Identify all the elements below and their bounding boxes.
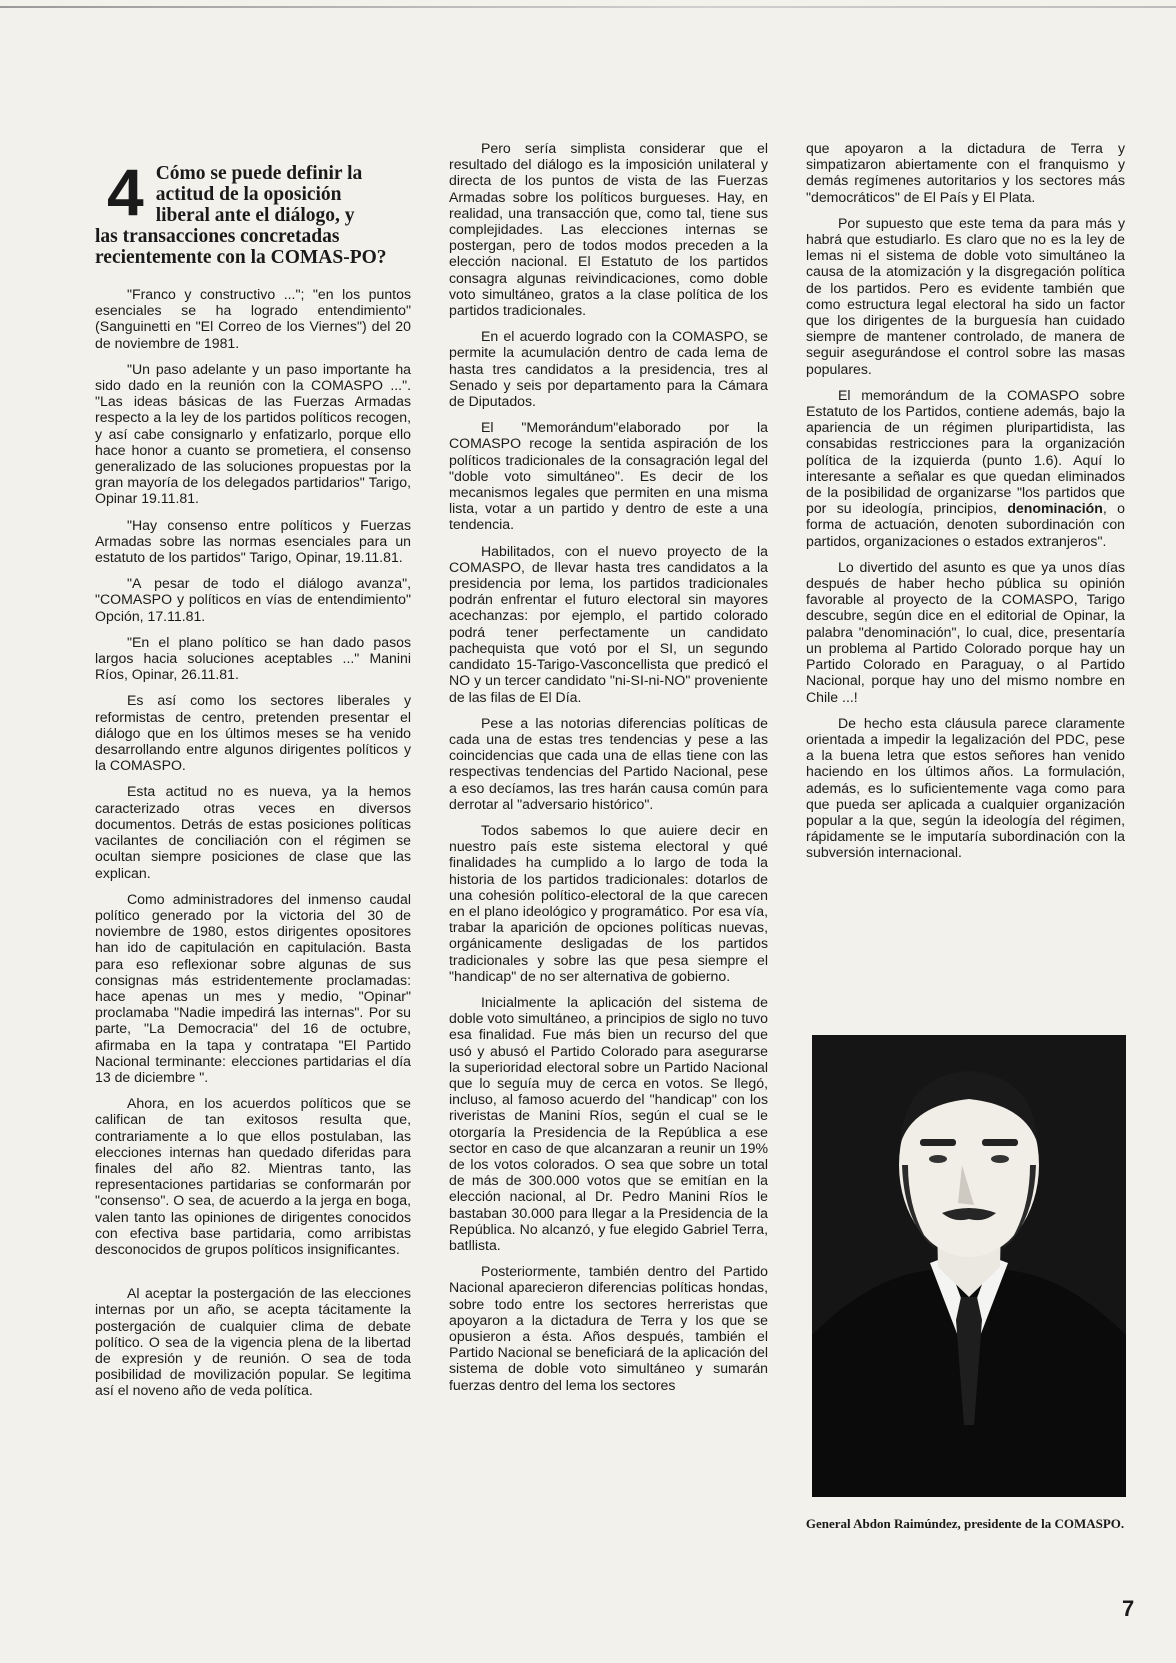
paragraph: "En el plano político se han dado pasos largos hacia soluciones aceptables ..." Manini Ríos, Opinar, 26.11.81.	[95, 633, 411, 683]
paragraph: Ahora, en los acuerdos políticos que se califican de tan exitosos resulta que, contrariamente a lo que ellos postulaban, las elecciones internas han quedado diferidas para finales del año 82. Mientras tanto, las representaciones partidarias se conformarán por "consenso". O sea, de acuerdo a la jerga en boga, valen tanto las opiniones de dirigentes conocidos con efectiva base partidaria, como arribistas desconocidos de grupos políticos insignificantes.	[95, 1095, 411, 1257]
paragraph: Habilitados, con el nuevo proyecto de la COMASPO, de llevar hasta tres candidatos a la presidencia por lema, los partidos tradicionales podrán enfrentar el futuro electoral sin mayores acechanzas: por ejemplo, el partido colorado podrá tener perfectamente un candidato pachequista que votó por el SI, un segundo candidato 15-Tarigo-Vasconcellista que predicó el NO y un tercer candidato "ni-SI-ni-NO" proveniente de las filas de El Día.	[449, 542, 768, 705]
paragraph: Al aceptar la postergación de las elecciones internas por un año, se acepta tácitamente la postergación de cualquier clima de debate político. O sea de la vigencia plena de la libertad de expresión y de reunión. O sea de toda posibilidad de movilización popular. Se legitima así el noveno año de veda política.	[95, 1285, 411, 1399]
paragraph: Esta actitud no es nueva, ya la hemos caracterizado otras veces en diversos documentos. Detrás de estas posiciones políticas vacilantes de conciliación con el régimen se ocultan siempre posiciones de clase que las explican.	[95, 783, 411, 881]
question-line-rest: las transacciones concretadas recientemente con la COMAS-PO?	[95, 226, 387, 268]
column-3	[806, 140, 1125, 871]
photo-caption: General Abdon Raimúndez, presidente de la COMASPO.	[805, 1516, 1125, 1531]
paragraph: Pese a las notorias diferencias políticas de cada una de estas tres tendencias y pese a las coincidencias que cada una de ellas tiene con las respectivas tendencias del Partido Nacional, pese a eso decíamos, las tres harán causa común para derrotar al "adversario histórico".	[449, 714, 768, 812]
question-line-2: actitud de la oposición	[155, 184, 342, 205]
paragraph: "Franco y constructivo ..."; "en los puntos esenciales se ha logrado entendimiento" (Sanguinetti en "El Correo de los Viernes") del 20 de noviembre de 1981.	[95, 286, 411, 351]
column-1	[95, 155, 411, 1409]
paragraph: "Hay consenso entre políticos y Fuerzas Armadas sobre las normas esenciales para un estatuto de los partidos" Tarigo, Opinar, 19.11.81.	[95, 516, 411, 566]
paragraph: que apoyaron a la dictadura de Terra y simpatizaron abiertamente con el franquismo y demás regímenes autoritarios y los sectores más "democráticos" de El País y El Plata.	[806, 140, 1125, 205]
portrait-image	[812, 1035, 1126, 1497]
paragraph: De hecho esta cláusula parece claramente orientada a impedir la legalización del PDC, pese a la buena letra que estos señores han venido haciendo en los últimos años. La formulación, además, es lo suficientemente vaga como para que pueda ser aplicada a cualquier organización popular a la que, según la ideología del régimen, rápidamente se le imputaría subordinación con la subversión internacional.	[806, 714, 1125, 861]
page-number: 7	[1122, 1596, 1135, 1621]
paragraph: Por supuesto que este tema da para más y habrá que estudiarlo. Es claro que no es la ley de lemas ni el sistema de doble voto simultáneo la causa de la atomización y la disgregación política de los partidos. Pero es evidente también que como estructura legal electoral ha sido un factor que los dirigentes de la burguesía han cuidado siempre de mantener controlado, de manera de seguir asegurándose el control sobre las masas populares.	[806, 214, 1125, 377]
portrait-photo	[812, 1035, 1126, 1497]
paragraph: El "Memorándum"elaborado por la COMASPO recoge la sentida aspiración de los políticos tradicionales de la consagración legal del "doble voto simultáneo". Es decir de los mecanismos legales que permiten en una misma lista, votar a un partido y dentro de este a una tendencia.	[449, 419, 768, 533]
paragraph: "A pesar de todo el diálogo avanza", "COMASPO y políticos en vías de entendimiento" Opción, 17.11.81.	[95, 575, 411, 624]
top-rule	[0, 6, 1176, 8]
question-line-1: Cómo se puede definir la	[155, 163, 363, 184]
question-heading	[95, 155, 411, 268]
paragraph: Inicialmente la aplicación del sistema de doble voto simultáneo, a principios de siglo no tuvo esa finalidad. Fue más bien un recurso del que usó y abusó el Partido Colorado para asegurarse la superioridad electoral sobre un Partido Nacional que lo seguía muy de cerca en votos. Se llegó, incluso, al famoso acuerdo del "handicap" con los riveristas de Manini Ríos, según el cual se le otorgaría la Presidencia de la República a ese sector en caso de que alcanzaran a reunir un 19% de los votos colorados. O sea que sobre un total de más de 300.000 votos que se emitían en la elección nacional, al Dr. Pedro Manini Ríos le bastaban 30.000 para llegar a la Presidencia de la República. No alcanzó, y fue elegido Gabriel Terra, batllista.	[449, 993, 768, 1253]
paragraph-text: , o forma de actuación, denoten subordinación con partidos, organizaciones o estados extranjeros".	[806, 500, 1126, 549]
column-2	[449, 140, 768, 1403]
paragraph: Todos sabemos lo que auiere decir en nuestro país este sistema electoral y qué finalidades ha cumplido a lo largo de toda la historia de los partidos tradicionales: dotarlos de una cohesión político-electoral de la que carecen en el plano ideológico y programático. Por esa vía, trabar la aparición de opciones políticas nuevas, orgánicamente desligadas de los partidos tradicionales y sobre las que pesa siempre el "handicap" de no ser alternativa de gobierno.	[449, 821, 768, 984]
paragraph	[806, 387, 1125, 549]
emphasized-word: denominación	[1007, 500, 1103, 517]
paragraph: En el acuerdo logrado con la COMASPO, se permite la acumulación dentro de cada lema de hasta tres candidatos a la presidencia, tres al Senado y seis por departamento para la Cámara de Diputados.	[449, 328, 768, 410]
paragraph: Posteriormente, también dentro del Partido Nacional aparecieron diferencias políticas hondas, sobre todo entre los sectores herreristas que apoyaron a la dictadura de Terra y los que se opusieron a ésta. Años después, también el Partido Nacional se beneficiará de la aplicación del sistema de doble voto simultáneo y sumarán fuerzas dentro del lema los sectores	[449, 1263, 768, 1393]
paragraph: Es así como los sectores liberales y reformistas de centro, pretenden presentar el diálogo que en los últimos meses se ha venido desarrollando entre algunos dirigentes políticos y la COMASPO.	[95, 692, 411, 774]
paragraph: Pero sería simplista considerar que el resultado del diálogo es la imposición unilateral y directa de los puntos de vista de las Fuerzas Armadas sobre los políticos burgueses. Hay, en realidad, una transacción que, como tal, tiene sus complejidades. Las elecciones internas se postergan, pero de todos modos preceden a la elección nacional. El Estatuto de los partidos consagra algunas reivindicaciones, como doble voto simultáneo, gratos a la clase política de los partidos tradicionales.	[449, 140, 768, 319]
paragraph: Como administradores del inmenso caudal político generado por la victoria del 30 de noviembre de 1980, estos dirigentes opositores han ido de capitulación en capitulación. Basta para eso reflexionar sobre algunas de sus consignas más estridentemente proclamadas: hace apenas un mes y medio, "Opinar" proclamaba "Nadie impedirá las internas". Por su parte, "La Democracia" del 16 de octubre, afirmaba en la tapa y contratapa "El Partido Nacional terminante: elecciones partidarias el día 13 de diciembre ".	[95, 890, 411, 1085]
question-line-3: liberal ante el diálogo, y	[155, 205, 355, 226]
paragraph: "Un paso adelante y un paso importante ha sido dado en la reunión con la COMASPO ...". "Las ideas básicas de las Fuerzas Armadas respecto a la ley de los partidos políticos recogen, y así cabe consignarlo y enfatizarlo, porque ello hace honor a cuanto se prometiera, el consenso generalizado de las soluciones propuestas por la gran mayoría de los delegados partidarios" Tarigo, Opinar 19.11.81.	[95, 360, 411, 507]
paragraph-text: El memorándum de la COMASPO sobre Estatuto de los Partidos, contiene además, bajo la apariencia de un régimen pluripartidista, las consabidas restricciones para la organización política de la izquierda (punto 1.6). Aquí lo interesante a señalar es que quedan eliminados de la posibilidad de organizarse "los partidos que por su ideología, principios,	[806, 386, 1125, 517]
question-number: 4	[107, 155, 144, 229]
paragraph: Lo divertido del asunto es que ya unos días después de haber hecho pública su opinión favorable al proyecto de la COMASPO, Tarigo descubre, según dice en el editorial de Opinar, la palabra "denominación", lo cual, dice, presentaría un problema al Partido Colorado porque hay un Partido Colorado en Paraguay, o al Partido Nacional, porque hay uno del mismo nombre en Chile ...!	[806, 558, 1125, 705]
